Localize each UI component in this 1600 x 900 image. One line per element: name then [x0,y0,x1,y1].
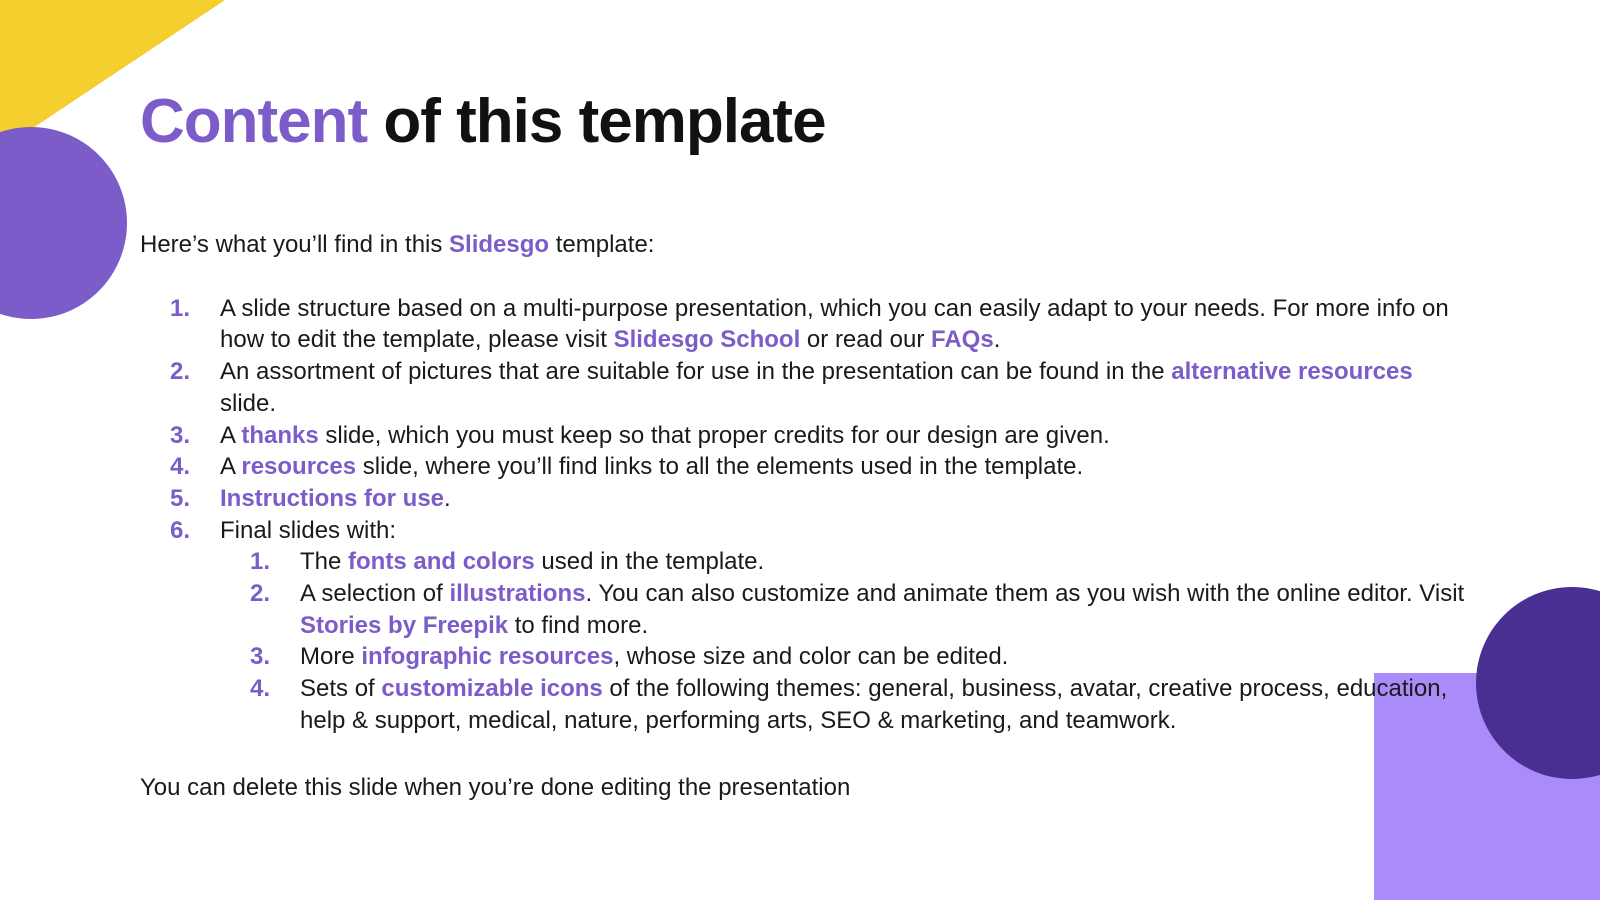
sub-list [140,546,1470,736]
slide-content [140,229,1470,803]
link-stories-by-freepik[interactable]: Stories by Freepik [300,611,509,639]
list-item-text: A thanks slide, which you must keep so that proper credits for our design are given. [220,421,1110,449]
link-illustrations[interactable]: illustrations [449,580,586,608]
slide-title [140,86,826,157]
sub-list-item-text: More infographic resources, whose size and color can be edited. [300,643,1009,671]
link-customizable-icons[interactable]: customizable icons [381,675,603,703]
list-item-text: Final slides with: [220,516,397,544]
intro-after: template: [549,231,655,258]
sub-list-number: 3. [249,643,270,671]
list-item-text: An assortment of pictures that are suitable for use in the presentation can be found in the alternative resources slide. [220,358,1413,417]
main-list [140,293,1470,737]
list-item [140,451,1470,483]
sub-list-item [220,578,1470,641]
sub-list-number: 4. [249,675,270,703]
title-accent: Content [140,87,368,156]
link-alternative-resources[interactable]: alternative resources [1171,358,1413,386]
list-number: 4. [169,453,190,481]
purple-circle-decoration [0,127,127,319]
list-item [140,515,1470,547]
list-number: 5. [169,484,190,512]
sub-list-number: 1. [249,548,270,576]
list-item-text: Instructions for use. [220,484,451,512]
link-infographic-resources[interactable]: infographic resources [361,643,614,671]
sub-list-number: 2. [249,580,270,608]
title-rest: of this template [367,87,826,156]
link-resources[interactable]: resources [241,453,357,481]
outro-text: You can delete this slide when you’re done editing the presentation [140,773,851,801]
link-slidesgo-school[interactable]: Slidesgo School [613,326,801,354]
link-faqs[interactable]: FAQs [931,326,994,354]
list-number: 3. [169,421,190,449]
list-item [140,293,1470,356]
list-item [140,356,1470,419]
sub-list-item [220,673,1470,736]
intro-before: Here’s what you’ll find in this [140,231,450,258]
link-fonts-and-colors[interactable]: fonts and colors [348,548,535,576]
intro-text [140,229,1470,261]
sub-list-item [220,641,1470,673]
sub-list-item-text: A selection of illustrations. You can also customize and animate them as you wish with the online editor. Visit Stories by Freepik to find more. [300,580,1465,639]
list-item [140,483,1470,515]
sub-list-item-text: Sets of customizable icons of the following themes: general, business, avatar, creative process, education, help & support, medical, nature, performing arts, SEO & marketing, and teamwork. [300,675,1448,734]
link-instructions-for-use[interactable]: Instructions for use [220,484,445,512]
list-item-text: A slide structure based on a multi-purpose presentation, which you can easily adapt to your needs. For more info on how to edit the template, please visit Slidesgo School or read our FAQs. [220,294,1449,354]
list-item [140,420,1470,452]
list-number: 1. [169,294,190,322]
sub-list-item-text: The fonts and colors used in the template. [300,548,765,576]
list-number: 2. [169,358,190,386]
intro-link-slidesgo[interactable]: Slidesgo [449,231,550,258]
list-number: 6. [169,516,190,544]
link-thanks[interactable]: thanks [241,421,319,449]
sub-list-item [220,546,1470,578]
list-item-text: A resources slide, where you’ll find links to all the elements used in the template. [220,453,1084,481]
